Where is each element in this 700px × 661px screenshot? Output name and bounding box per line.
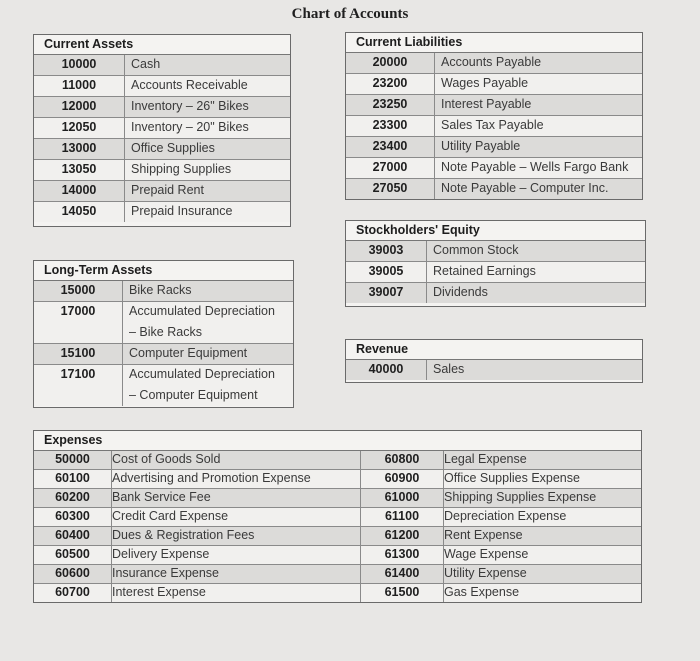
account-number: 23200 <box>346 74 435 95</box>
table-row <box>34 565 641 584</box>
table-row <box>346 116 642 137</box>
account-name <box>125 97 291 118</box>
account-number: 61300 <box>361 546 444 565</box>
revenue-section <box>345 339 643 383</box>
current-assets-heading: Current Assets <box>34 35 290 55</box>
long-term-assets-heading: Long-Term Assets <box>34 261 293 281</box>
revenue-table <box>346 360 642 380</box>
account-name-line: Shipping Supplies <box>131 162 232 176</box>
stockholders-equity-section <box>345 220 646 307</box>
account-name <box>435 179 643 200</box>
table-row <box>346 283 645 304</box>
account-name-line: Wages Payable <box>441 76 529 90</box>
table-row <box>34 181 290 202</box>
account-name: Credit Card Expense <box>112 508 361 527</box>
table-row <box>346 53 642 74</box>
account-number: 23250 <box>346 95 435 116</box>
account-name <box>125 181 291 202</box>
account-name-line: Prepaid Insurance <box>131 204 233 218</box>
account-number: 39007 <box>346 283 427 304</box>
account-name-line: Sales <box>433 362 465 376</box>
account-name: Bank Service Fee <box>112 489 361 508</box>
account-number: 27050 <box>346 179 435 200</box>
account-name <box>435 74 643 95</box>
table-row <box>346 158 642 179</box>
account-number: 60900 <box>361 470 444 489</box>
account-name <box>435 116 643 137</box>
account-number: 14050 <box>34 202 125 223</box>
account-name <box>435 158 643 179</box>
current-liabilities-section <box>345 32 643 200</box>
account-number: 60600 <box>34 565 112 584</box>
account-number: 61100 <box>361 508 444 527</box>
table-row <box>34 344 293 365</box>
account-name-line: Interest Payable <box>441 97 532 111</box>
account-name <box>125 55 291 76</box>
table-row <box>346 262 645 283</box>
table-row <box>34 97 290 118</box>
account-number: 20000 <box>346 53 435 74</box>
account-name <box>123 365 294 407</box>
account-number: 50000 <box>34 451 112 470</box>
table-row <box>34 281 293 302</box>
account-number: 17000 <box>34 302 123 344</box>
stockholders-equity-table <box>346 241 645 303</box>
account-number: 15000 <box>34 281 123 302</box>
account-name: Cost of Goods Sold <box>112 451 361 470</box>
account-name: Dues & Registration Fees <box>112 527 361 546</box>
account-name <box>123 302 294 344</box>
expenses-section <box>33 430 642 603</box>
account-number: 11000 <box>34 76 125 97</box>
account-number: 14000 <box>34 181 125 202</box>
account-name: Advertising and Promotion Expense <box>112 470 361 489</box>
account-name-line: Accumulated Depreciation <box>129 304 275 318</box>
table-row <box>34 160 290 181</box>
account-name-line: – Bike Racks <box>129 325 202 339</box>
account-number: 39005 <box>346 262 427 283</box>
account-name <box>123 344 294 365</box>
table-row <box>34 527 641 546</box>
account-name: Interest Expense <box>112 584 361 603</box>
table-row <box>346 360 642 380</box>
account-name-line: Note Payable – Computer Inc. <box>441 181 609 195</box>
table-row <box>34 139 290 160</box>
table-row <box>34 584 641 603</box>
account-number: 13000 <box>34 139 125 160</box>
account-number: 60400 <box>34 527 112 546</box>
account-number: 40000 <box>346 360 427 380</box>
table-row <box>34 508 641 527</box>
account-name: Gas Expense <box>444 584 642 603</box>
account-name: Rent Expense <box>444 527 642 546</box>
table-row <box>346 74 642 95</box>
account-name: Shipping Supplies Expense <box>444 489 642 508</box>
account-number: 10000 <box>34 55 125 76</box>
account-name <box>427 360 643 380</box>
account-number: 60100 <box>34 470 112 489</box>
account-number: 61400 <box>361 565 444 584</box>
account-number: 61000 <box>361 489 444 508</box>
stockholders-equity-heading: Stockholders' Equity <box>346 221 645 241</box>
account-number: 39003 <box>346 241 427 262</box>
expenses-heading: Expenses <box>34 431 641 451</box>
account-name-line: Prepaid Rent <box>131 183 204 197</box>
current-assets-section <box>33 34 291 227</box>
table-row <box>34 489 641 508</box>
table-row <box>34 55 290 76</box>
account-name <box>125 202 291 223</box>
account-name <box>427 262 646 283</box>
account-number: 61200 <box>361 527 444 546</box>
account-name-line: Sales Tax Payable <box>441 118 544 132</box>
account-name-line: Common Stock <box>433 243 519 257</box>
table-row <box>34 365 293 407</box>
account-number: 27000 <box>346 158 435 179</box>
account-name: Insurance Expense <box>112 565 361 584</box>
current-liabilities-heading: Current Liabilities <box>346 33 642 53</box>
table-row <box>346 179 642 200</box>
account-name-line: Utility Payable <box>441 139 521 153</box>
account-name-line: Computer Equipment <box>129 346 248 360</box>
account-name-line: Bike Racks <box>129 283 192 297</box>
account-name <box>125 160 291 181</box>
account-name <box>125 139 291 160</box>
table-row <box>34 451 641 470</box>
account-number: 13050 <box>34 160 125 181</box>
table-row <box>34 118 290 139</box>
account-name-line: Inventory – 26" Bikes <box>131 99 249 113</box>
account-number: 60800 <box>361 451 444 470</box>
account-name <box>427 283 646 304</box>
account-name: Utility Expense <box>444 565 642 584</box>
account-number: 15100 <box>34 344 123 365</box>
account-name <box>125 118 291 139</box>
table-row <box>346 137 642 158</box>
account-number: 23400 <box>346 137 435 158</box>
expenses-table <box>34 451 641 602</box>
account-number: 23300 <box>346 116 435 137</box>
long-term-assets-table <box>34 281 293 406</box>
account-name: Delivery Expense <box>112 546 361 565</box>
account-name-line: Retained Earnings <box>433 264 536 278</box>
account-number: 12050 <box>34 118 125 139</box>
account-number: 60200 <box>34 489 112 508</box>
account-name: Legal Expense <box>444 451 642 470</box>
account-name: Office Supplies Expense <box>444 470 642 489</box>
account-name-line: Inventory – 20" Bikes <box>131 120 249 134</box>
table-row <box>34 546 641 565</box>
account-name-line: – Computer Equipment <box>129 388 258 402</box>
account-name-line: Note Payable – Wells Fargo Bank <box>441 160 629 174</box>
account-name-line: Accumulated Depreciation <box>129 367 275 381</box>
account-name-line: Dividends <box>433 285 488 299</box>
account-name-line: Office Supplies <box>131 141 215 155</box>
revenue-heading: Revenue <box>346 340 642 360</box>
account-name-line: Cash <box>131 57 161 71</box>
account-name: Wage Expense <box>444 546 642 565</box>
account-number: 17100 <box>34 365 123 407</box>
table-row <box>346 241 645 262</box>
account-name <box>435 137 643 158</box>
table-row <box>34 470 641 489</box>
long-term-assets-section <box>33 260 294 408</box>
account-name-line: Accounts Payable <box>441 55 542 69</box>
account-name <box>123 281 294 302</box>
current-assets-table <box>34 55 290 222</box>
table-row <box>34 202 290 223</box>
account-name <box>427 241 646 262</box>
page-title: Chart of Accounts <box>291 6 409 22</box>
account-number: 60700 <box>34 584 112 603</box>
account-name <box>435 53 643 74</box>
table-row <box>346 95 642 116</box>
account-name: Depreciation Expense <box>444 508 642 527</box>
account-number: 60500 <box>34 546 112 565</box>
account-number: 12000 <box>34 97 125 118</box>
current-liabilities-table <box>346 53 642 199</box>
account-number: 61500 <box>361 584 444 603</box>
account-number: 60300 <box>34 508 112 527</box>
account-name <box>435 95 643 116</box>
account-name-line: Accounts Receivable <box>131 78 248 92</box>
table-row <box>34 302 293 344</box>
account-name <box>125 76 291 97</box>
table-row <box>34 76 290 97</box>
